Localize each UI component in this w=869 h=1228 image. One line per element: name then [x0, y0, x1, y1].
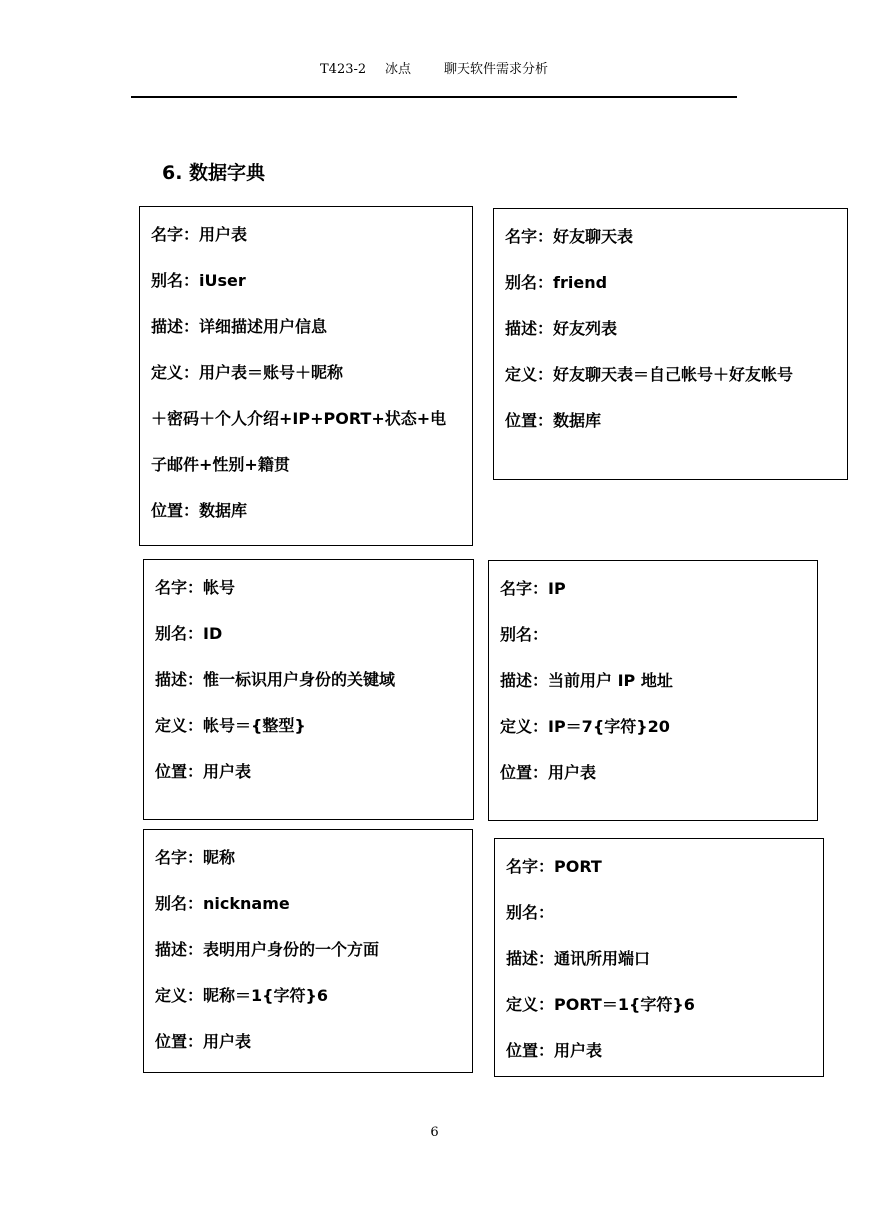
entry-definition: 定义：帐号＝{整型} — [155, 716, 306, 735]
entry-definition: 定义：昵称＝1{字符}6 — [155, 986, 329, 1005]
entry-location: 位置：用户表 — [155, 762, 252, 781]
entry-name: 名字：PORT — [506, 857, 602, 876]
header-team: 冰点 — [385, 62, 412, 77]
entry-location: 位置：数据库 — [505, 411, 602, 430]
entry-location: 位置：用户表 — [506, 1041, 603, 1060]
entry-location: 位置：数据库 — [151, 501, 248, 520]
header-rule — [131, 96, 737, 98]
entry-definition-continued: 子邮件+性别+籍贯 — [151, 455, 290, 474]
entry-location: 位置：用户表 — [155, 1032, 252, 1051]
page-number: 6 — [430, 1125, 439, 1140]
entry-description: 描述：好友列表 — [505, 319, 618, 338]
entry-description: 描述：详细描述用户信息 — [151, 317, 328, 336]
entry-definition: 定义：IP＝7{字符}20 — [500, 717, 670, 736]
entry-alias: 别名： — [500, 625, 549, 644]
entry-alias: 别名：nickname — [155, 894, 290, 913]
dictionary-entry-ip — [488, 560, 818, 821]
section-title: 6. 数据字典 — [162, 162, 266, 184]
dictionary-entry-port — [494, 838, 824, 1077]
entry-definition: 定义：好友聊天表＝自己帐号＋好友帐号 — [505, 365, 794, 384]
entry-description: 描述：当前用户 IP 地址 — [500, 671, 673, 690]
entry-name: 名字：好友聊天表 — [505, 227, 634, 246]
entry-description: 描述：通讯所用端口 — [506, 949, 651, 968]
entry-alias: 别名： — [506, 903, 555, 922]
entry-name: 名字：IP — [500, 579, 566, 598]
entry-name: 名字：昵称 — [155, 848, 236, 867]
entry-alias: 别名：ID — [155, 624, 223, 643]
header-doc-title: 聊天软件需求分析 — [444, 62, 549, 77]
entry-name: 名字：帐号 — [155, 578, 236, 597]
entry-location: 位置：用户表 — [500, 763, 597, 782]
entry-description: 描述：表明用户身份的一个方面 — [155, 940, 380, 959]
dictionary-entry-user-table — [139, 206, 473, 546]
entry-description: 描述：惟一标识用户身份的关键域 — [155, 670, 396, 689]
entry-definition: 定义：用户表＝账号＋昵称 — [151, 363, 344, 382]
dictionary-entry-account — [143, 559, 474, 820]
header-doc-id: T423-2 — [320, 62, 367, 77]
entry-definition: 定义：PORT＝1{字符}6 — [506, 995, 695, 1014]
entry-alias: 别名：iUser — [151, 271, 246, 290]
entry-definition-continued: ＋密码＋个人介绍+IP+PORT+状态+电 — [151, 409, 447, 428]
dictionary-entry-nickname — [143, 829, 473, 1073]
entry-alias: 别名：friend — [505, 273, 608, 292]
entry-name: 名字：用户表 — [151, 225, 248, 244]
dictionary-entry-friend-chat-table — [493, 208, 848, 480]
